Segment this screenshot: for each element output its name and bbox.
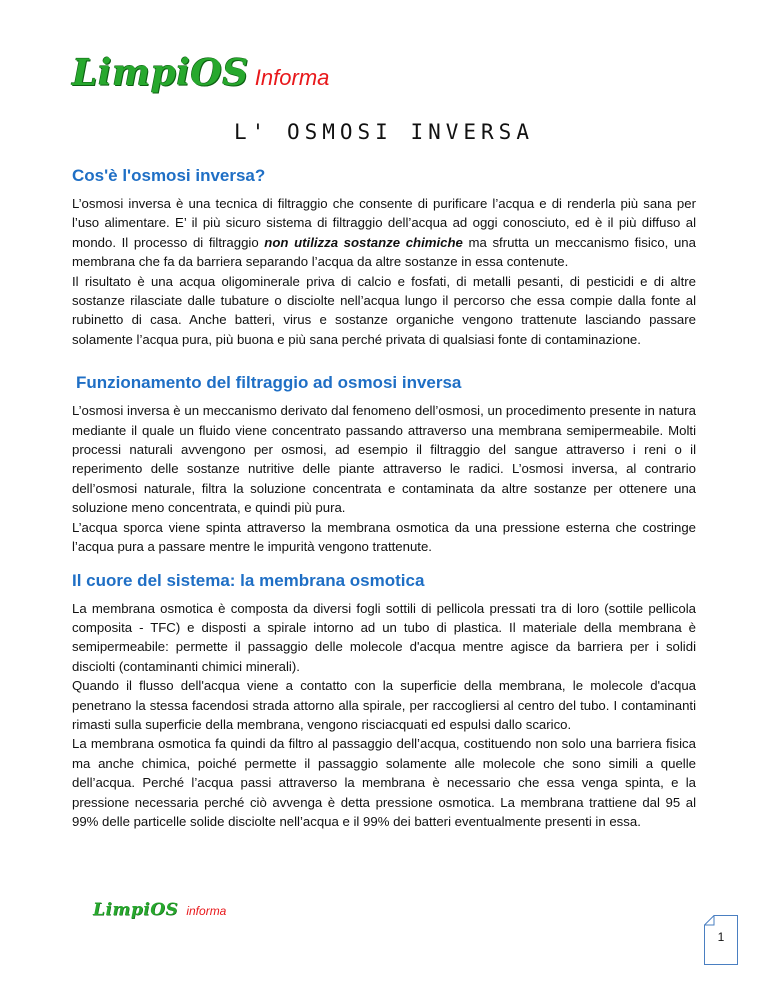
logo-text: LimpiOS — [72, 52, 249, 94]
page-number: 1 — [717, 930, 725, 944]
emphasis-text: non utilizza sostanze chimiche — [264, 234, 463, 250]
paragraph: L’osmosi inversa è un meccanismo derivato dal fenomeno dell’osmosi, un procedimento presente in natura mediante il quale un fluido viene concentrato passando attraverso una membrana semipermeabile. Molti processi naturali avvengono per osmosi, ad esempio il filtraggio del sangue attraverso i reni o il reperimento delle sostanze nutritive delle piante attraverso le radici. L’osmosi inversa, al contrario dell’osmosi naturale, filtra la soluzione concentrata e contaminata da altre sostanze per ottenere una soluzione meno concentrata, e quindi più pura. — [72, 403, 696, 516]
footer-logo — [93, 900, 226, 920]
text-run: ma sfrutta un meccanismo fisico, una membrana che fa da barriera separando l’acqua da altre sostanze in essa contenute. — [72, 234, 696, 270]
paragraph: La membrana osmotica fa quindi da filtro al passaggio dell’acqua, costituendo non solo una barriera fisica ma anche chimica, poiché permette il passaggio solamente alle molecole che sono simili a quelle dell’acqua. Perché l’acqua passi attraverso la membrana è necessario che essa venga spinta, e la pressione necessaria perché ciò avvenga è detta pressione osmotica. La membrana trattiene dal 95 al 99% delle particelle solide disciolte nell’acqua e il 99% dei batteri eventualmente presenti in essa. — [72, 736, 696, 829]
section-heading: Funzionamento del filtraggio ad osmosi inversa — [76, 373, 462, 393]
section-membrane — [72, 571, 696, 832]
section-heading: Il cuore del sistema: la membrana osmotica — [72, 570, 425, 590]
header-logo — [72, 52, 329, 94]
paragraph: Il risultato è una acqua oligominerale priva di calcio e fosfati, di metalli pesanti, di pesticidi e di altre sostanze rilasciate dalle tubature o disciolte nell’acqua lungo il percorso che essa compie dalla fonte al rubinetto di casa. Anche batteri, virus e sostanze organiche vengono trattenute lasciando passare solamente l’acqua pura, più buona e più sana perché privata di qualsiasi fonte di contaminazione. — [72, 273, 696, 347]
section-heading: Cos'è l'osmosi inversa? — [72, 166, 266, 185]
section-functioning — [72, 373, 696, 556]
text-run: L’osmosi inversa è una tecnica di filtraggio che consente di purificare l’acqua e di renderla più sana per l’uso alimentare. E’ il più sicuro sistema di filtraggio dell’acqua ad oggi conosciuto, ed è il più diffuso al mondo. Il processo di filtraggio — [72, 196, 696, 250]
section-what-is — [72, 166, 696, 349]
page-title: L' OSMOSI INVERSA — [234, 120, 534, 144]
document-body — [72, 166, 696, 845]
paragraph: Quando il flusso dell'acqua viene a contatto con la superficie della membrana, le molecole d'acqua penetrano la stessa facendosi strada attorno alla spirale, per raccogliersi al centro del tubo. I contaminanti rimasti sulla superficie della membrana, vengono risciacquati ed espulsi dallo scarico. — [72, 678, 696, 732]
paragraph: La membrana osmotica è composta da diversi fogli sottili di pellicola pressati tra di loro (sottile pellicola composita - TFC) e disposti a spirale intorno ad un tubo di plastica. Il materiale della membrana è semipermeabile: permette il passaggio delle molecole d'acqua mentre agisce da barriera per i solidi disciolti (contaminanti chimici minerali). — [72, 600, 696, 674]
footer-logo-text: LimpiOS — [93, 900, 179, 920]
paragraph — [72, 194, 696, 272]
logo-tagline: Informa — [254, 65, 330, 90]
paragraph: L’acqua sporca viene spinta attraverso la membrana osmotica da una pressione esterna che costringe l’acqua pura a passare mentre le impurità vengono trattenute. — [72, 519, 696, 555]
footer-logo-tagline: informa — [186, 904, 227, 918]
